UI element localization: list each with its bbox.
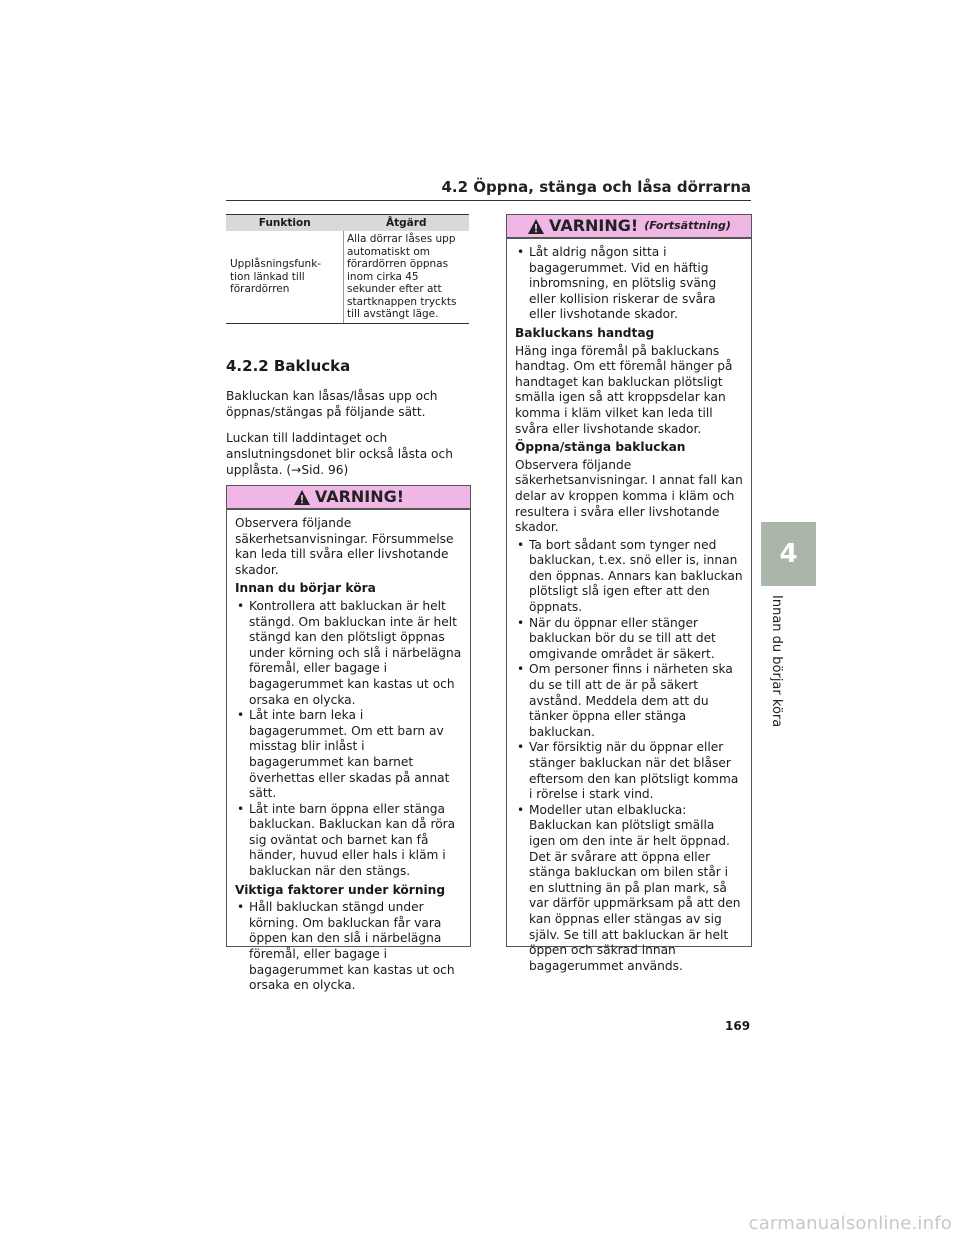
section-paragraph-2: Luckan till laddintaget och anslutningsdonet blir också låsta och upplåsta. (→Sid. 96)	[226, 431, 453, 477]
warning-bullet-list	[515, 245, 743, 323]
list-item: • Låt inte barn leka i bagagerummet. Om ett barn av misstag blir inlåst i bagagerummet kan barnet överhettas eller skadas på annat sätt.	[235, 708, 462, 802]
list-item: • Om personer finns i närheten ska du se till att de är på säkert avstånd. Meddela dem att du tänker öppna eller stänga bakluckan.	[515, 662, 743, 740]
warning-box-right	[506, 214, 752, 973]
warning-paragraph: Häng inga föremål på bakluckans handtag. Om ett föremål hänger på handtaget kan bakluckan plötsligt smälla igen så att kroppsdelar kan komma i kläm vilket kan leda till svåra eller livshotande skador.	[515, 343, 733, 436]
warning-body	[507, 239, 751, 982]
left-column	[226, 358, 471, 488]
list-item: • När du öppnar eller stänger bakluckan bör du se till att det omgivande området är säkert.	[515, 616, 743, 663]
table-row	[226, 231, 469, 323]
warning-subheading: Bakluckans handtag	[515, 325, 655, 340]
page-number: 169	[725, 1019, 751, 1033]
table-cell-function: Upplåsningsfunk-tion länkad till förardörren	[226, 231, 344, 323]
watermark-text: carmanualsonline.info	[748, 1213, 952, 1234]
function-table	[226, 214, 469, 324]
list-item: • Låt inte barn öppna eller stänga bakluckan. Bakluckan kan då röra sig oväntat och barnet kan få händer, huvud eller hals i kläm i bakluckan när den stängs.	[235, 802, 462, 880]
warning-intro: Observera följande säkerhetsanvisningar. Försummelse kan leda till svåra eller livshotande skador.	[235, 516, 454, 577]
warning-bullet-list	[515, 538, 743, 975]
warning-continued-label: (Fortsättning)	[644, 219, 731, 233]
warning-header	[507, 215, 751, 239]
chapter-tab-number: 4	[761, 522, 816, 586]
header-divider	[226, 200, 751, 201]
warning-paragraph: Observera följande säkerhetsanvisningar. I annat fall kan delar av kroppen komma i kläm och resultera i svåra eller livshotande skador.	[515, 457, 743, 535]
list-item: • Kontrollera att bakluckan är helt stängd. Om bakluckan inte är helt stängd kan den plötsligt öppnas under körning och slå i närbelägna föremål, eller bagage i bagagerummet kan kastas ut och orsaka en olycka.	[235, 599, 462, 708]
warning-header	[227, 486, 470, 510]
table-header-function: Funktion	[226, 215, 344, 232]
chapter-tab-label: Innan du börjar köra	[769, 595, 784, 728]
list-item: • Håll bakluckan stängd under körning. Om bakluckan får vara öppen kan den slå i närbelägna föremål, eller bagage i bagagerummet kan kastas ut och orsaka en olycka.	[235, 900, 462, 994]
warning-subheading: Öppna/stänga bakluckan	[515, 440, 686, 455]
section-heading: 4.2.2 Baklucka	[226, 357, 351, 375]
list-item: • Modeller utan elbaklucka: Bakluckan kan plötsligt smälla igen om den inte är helt öppnad. Det är svårare att öppna eller stänga bakluckan om bilen står i en sluttning än på plan mark, så var därför uppmärksam på att den kan öppnas eller stängas av sig själv. Se till att bakluckan är helt öppen och säkrad innan bagagerummet används.	[515, 803, 743, 975]
section-paragraph-1: Bakluckan kan låsas/låsas upp och öppnas/stängas på följande sätt.	[226, 389, 438, 419]
chapter-header-title: 4.2 Öppna, stänga och låsa dörrarna	[441, 178, 751, 196]
warning-subheading: Viktiga faktorer under körning	[235, 882, 446, 897]
warning-subheading: Innan du börjar köra	[235, 581, 376, 596]
table-cell-action: Alla dörrar låses upp automatiskt om förardörren öppnas inom cirka 45 sekunder efter att startknappen tryckts till avstängt läge.	[344, 231, 470, 323]
list-item: • Ta bort sådant som tynger ned bakluckan, t.ex. snö eller is, innan den öppnas. Annars kan bakluckan plötsligt slå igen efter att den öppnats.	[515, 538, 743, 616]
warning-title: VARNING!	[549, 216, 639, 236]
warning-bullet-list	[235, 599, 462, 880]
warning-title: VARNING!	[314, 487, 405, 507]
warning-body	[227, 510, 470, 1002]
warning-bullet-list	[235, 900, 462, 994]
list-item: • Låt aldrig någon sitta i bagagerummet. Vid en häftig inbromsning, en plötslig sväng eller kollision riskerar de svåra eller livshotande skador.	[515, 245, 743, 323]
table-header-row	[226, 215, 469, 232]
warning-triangle-icon	[293, 489, 311, 506]
list-item: • Var försiktig när du öppnar eller stänger bakluckan när det blåser eftersom den kan plötsligt komma i rörelse i stark vind.	[515, 740, 743, 802]
warning-triangle-icon	[527, 218, 545, 235]
table-header-action: Åtgärd	[344, 215, 470, 232]
warning-box-left	[226, 485, 471, 993]
